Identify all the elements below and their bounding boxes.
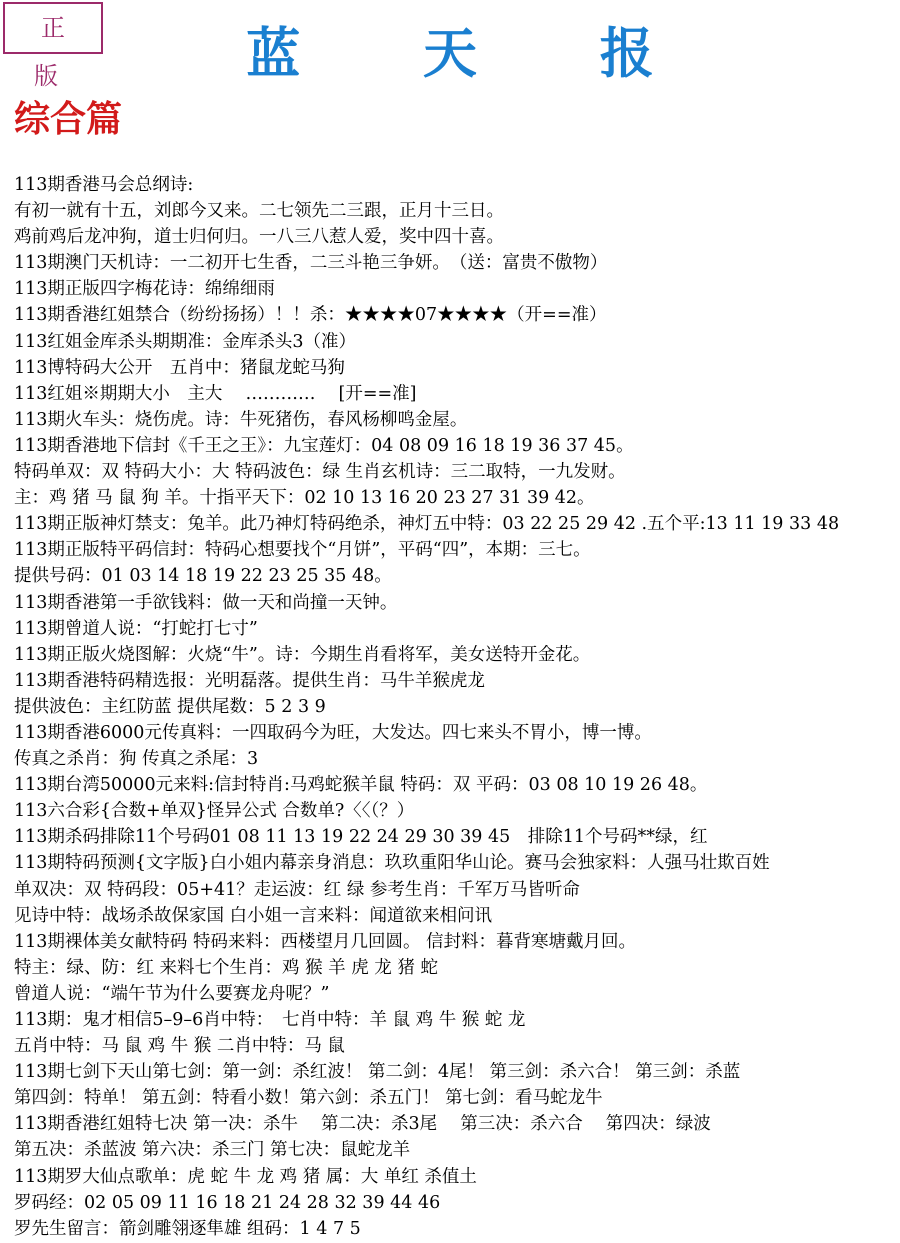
- content-line: 113期火车头：烧伤虎。诗：牛死猪伤，春风杨柳鸣金屋。: [14, 409, 468, 430]
- content-line: 113期正版四字梅花诗：绵绵细雨: [14, 279, 275, 300]
- content-line: 113期曾道人说：“打蛇打七寸”: [14, 618, 258, 639]
- edition-badge: 正 版: [3, 2, 103, 54]
- content-line: 曾道人说：“端午节为什么要赛龙舟呢？”: [14, 983, 330, 1004]
- content-line: 提供波色：主红防蓝 提供尾数：5 2 3 9: [14, 696, 326, 717]
- content-line: 113期七剑下天山第七剑：第一剑：杀红波！ 第二剑：4尾！ 第三剑：杀六合！ 第三剑：杀蓝: [14, 1062, 741, 1083]
- content-line: 113六合彩{合数+单双}怪异公式 合数单?〈〈（？）: [14, 801, 415, 822]
- content-line: 113期杀码排除11个号码01 08 11 13 19 22 24 29 30 39 45 排除11个号码**绿，红: [14, 827, 708, 848]
- content-line: 113期香港地下信封《千王之王》：九宝莲灯：04 08 09 16 18 19 36 37 45。: [14, 435, 634, 456]
- content-line: 113期特码预测{文字版}白小姐内幕亲身消息：玖玖重阳华山论。赛马会独家料：人强马壮欺百姓: [14, 853, 770, 874]
- content-line: 113期正版火烧图解：火烧“牛”。诗：今期生肖看将军，美女送特开金花。: [14, 644, 591, 665]
- section-heading: 综合篇: [14, 98, 123, 140]
- content-line: 113期正版特平码信封：特码心想要找个“月饼”，平码“四”，本期：三七。: [14, 540, 591, 561]
- content-line: 鸡前鸡后龙冲狗，道士归何归。一八三八惹人爱，奖中四十喜。: [14, 227, 504, 248]
- content-line: 113红姐※期期大小 主大 ………… [开==准]: [14, 383, 417, 404]
- content-line: 主：鸡 猪 马 鼠 狗 羊。十指平天下：02 10 13 16 20 23 27 31 39 42。: [14, 488, 595, 509]
- content-line: 113期台湾50000元来料:信封特肖:马鸡蛇猴羊鼠 特码：双 平码：03 08 10 19 26 48。: [14, 775, 708, 796]
- content-line: 第四剑：特单！ 第五剑：特看小数！第六剑：杀五门！ 第七剑：看马蛇龙牛: [14, 1088, 603, 1109]
- content-line: 113期香港特码精选报：光明磊落。提供生肖：马牛羊猴虎龙: [14, 670, 485, 691]
- content-line: 113期正版神灯禁支：兔羊。此乃神灯特码绝杀，神灯五中特：03 22 25 29 42 .五个平:13 11 19 33 48: [14, 514, 840, 535]
- content-line: 113红姐金库杀头期期准：金库杀头3（准）: [14, 331, 357, 352]
- content-line: 见诗中特：战场杀故保家国 白小姐一言来料：闻道欲来相问讯: [14, 905, 493, 926]
- content-line: 罗先生留言：箭剑雕翎逐隼雄 组码：1 4 7 5: [14, 1218, 361, 1239]
- content-lines: [14, 172, 898, 1242]
- content-line: 五肖中特：马 鼠 鸡 牛 猴 二肖中特：马 鼠: [14, 1036, 345, 1057]
- newspaper-title: 蓝 天 报: [246, 21, 706, 85]
- content-line: 113期：鬼才相信5–9–6肖中特： 七肖中特：羊 鼠 鸡 牛 猴 蛇 龙: [14, 1010, 526, 1030]
- content-line: 特码单双：双 特码大小：大 特码波色：绿 生肖玄机诗：三二取特，一九发财。: [14, 462, 626, 483]
- content-line: 传真之杀肖：狗 传真之杀尾：3: [14, 749, 259, 770]
- content-line: 有初一就有十五，刘郎今又来。二七领先二三跟，正月十三日。: [14, 201, 504, 222]
- content-line: 单双决：双 特码段：05+41？走运波：红 绿 参考生肖：千军万马皆听命: [14, 879, 580, 900]
- content-line: 罗码经：02 05 09 11 16 18 21 24 28 32 39 44 46: [14, 1192, 441, 1213]
- content-line: 113期香港马会总纲诗:: [14, 175, 194, 195]
- content-line: 113期香港第一手欲钱料：做一天和尚撞一天钟。: [14, 592, 398, 613]
- content-line: 113期香港6000元传真料：一四取码今为旺，大发达。四七来头不胃小，博一博。: [14, 722, 652, 743]
- content-line: 提供号码：01 03 14 18 19 22 23 25 35 48。: [14, 566, 392, 587]
- content-line: 特主：绿、防：红 来料七个生肖：鸡 猴 羊 虎 龙 猪 蛇: [14, 957, 438, 978]
- content-line: 113期裸体美女献特码 特码来料：西楼望月几回圆。 信封料：暮背寒塘戴月回。: [14, 931, 637, 952]
- content-line: 113期澳门天机诗：一二初开七生香，二三斗艳三争妍。 （送：富贵不傲物）: [14, 253, 608, 274]
- content-line: 113期香港红姐禁合（纷纷扬扬）！！杀：★★★★07★★★★（开==准）: [14, 305, 607, 326]
- content-line: 113博特码大公开 五肖中：猪鼠龙蛇马狗: [14, 357, 345, 378]
- content-line: 113期香港红姐特七决 第一决：杀牛 第二决：杀3尾 第三决：杀六合 第四决：绿波: [14, 1114, 711, 1135]
- content-line: 第五决：杀蓝波 第六决：杀三门 第七决：鼠蛇龙羊: [14, 1140, 411, 1161]
- content-line: 113期罗大仙点歌单：虎 蛇 牛 龙 鸡 猪 属：大 单红 杀值土: [14, 1166, 477, 1187]
